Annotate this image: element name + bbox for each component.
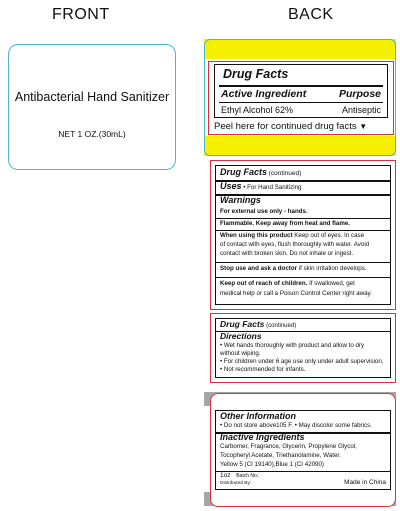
other-info-line: • Do not store above105 F. • May discolor some fabrics. <box>220 422 372 429</box>
uses-text: • For Hand Sanitizing <box>243 184 302 191</box>
panel3-title-row <box>220 320 386 330</box>
divider <box>216 277 390 278</box>
reach-line2: medical help or call a Poison Control Center right away. <box>220 290 372 297</box>
batch-label: Batch No.: <box>236 473 260 479</box>
warnings-heading: Warnings <box>220 195 261 205</box>
divider <box>216 218 390 219</box>
drug-facts-title: Drug Facts <box>223 67 289 81</box>
back-header: BACK <box>288 6 334 23</box>
product-name: Antibacterial Hand Sanitizer <box>14 90 170 104</box>
drug-facts-continued-box <box>215 165 391 305</box>
uses-row <box>220 182 386 192</box>
stop-use-heading: Stop use and ask a doctor <box>220 265 298 272</box>
directions-heading-row <box>220 332 386 342</box>
panel3-title-suffix: (continued) <box>266 323 297 329</box>
inactive-line1: Carbomer, Fragrance, Glycerin, Propylene Glycol, <box>220 443 357 450</box>
reach-row <box>220 280 386 288</box>
panel2-title-row <box>220 168 386 178</box>
flammable-warning: Flammable. Keep away from heat and flame. <box>220 220 350 227</box>
reach-text: If swallowed, get <box>309 280 355 287</box>
made-in: Made in China <box>344 479 386 486</box>
directions-line2: without wiping. <box>220 350 261 357</box>
panel2-title-suffix: (continued) <box>268 170 302 177</box>
active-ingredient: Ethyl Alcohol 62% <box>221 105 294 115</box>
directions-box <box>215 318 391 378</box>
panel2-title: Drug Facts <box>220 167 268 177</box>
uses-heading: Uses <box>220 181 242 191</box>
active-ingredient-heading: Active Ingredient <box>221 88 307 100</box>
when-using-heading: When using this product <box>220 232 293 239</box>
inactive-line3: Yellow 5 (CI 19140),Blue 1 (CI 42090) <box>220 461 324 468</box>
directions-line4: • Not recommended for infants. <box>220 366 306 373</box>
when-using-row <box>220 232 386 240</box>
peel-arrow-icon: ▼ <box>359 122 368 131</box>
external-use: For external use only - hands. <box>220 208 308 215</box>
other-info-box <box>215 410 391 490</box>
stop-use-row <box>220 265 386 273</box>
when-using-text: Keep out of eyes. In case <box>294 232 365 239</box>
panel3-title: Drug Facts <box>220 319 265 329</box>
warnings-heading-row <box>220 196 386 206</box>
heading-rule <box>219 102 383 103</box>
directions-line1: • Wet hands thoroughly with product and allow to dry <box>220 342 365 349</box>
directions-heading: Directions <box>220 331 262 341</box>
front-header: FRONT <box>52 6 110 23</box>
drug-facts-box <box>214 64 388 118</box>
peel-instruction <box>214 121 367 132</box>
stop-use-text: if skin irritation develops. <box>298 265 367 272</box>
other-info-heading: Other Information <box>220 411 296 421</box>
purpose-value: Antiseptic <box>341 105 381 115</box>
inactive-heading-row <box>220 433 386 443</box>
reach-heading: Keep out of reach of children. <box>220 280 308 287</box>
divider <box>216 230 390 231</box>
when-using-line2: of contact with eyes, flush thoroughly with water. Avoid <box>220 241 370 248</box>
distributed-label: Distributed By: <box>220 481 252 486</box>
other-heading-row <box>220 412 386 422</box>
directions-line3: • For children under 6 age use only under adult supervision. <box>220 358 384 365</box>
net-quantity: NET 1 OZ.(30mL) <box>58 129 126 139</box>
size-value: 1oz <box>220 472 231 479</box>
front-label <box>8 44 176 170</box>
inactive-line2: Tocopheryl Acetate, Triethanolamine, Water. <box>220 452 341 459</box>
purpose-heading: Purpose <box>338 88 381 100</box>
divider <box>216 262 390 263</box>
peel-text: Peel here for continued drug facts <box>214 121 357 132</box>
title-rule <box>219 85 383 87</box>
inactive-ingredients-heading: Inactive Ingredients <box>220 432 305 442</box>
when-using-line3: contact with broken skin. Do not inhale or ingest. <box>220 250 354 257</box>
